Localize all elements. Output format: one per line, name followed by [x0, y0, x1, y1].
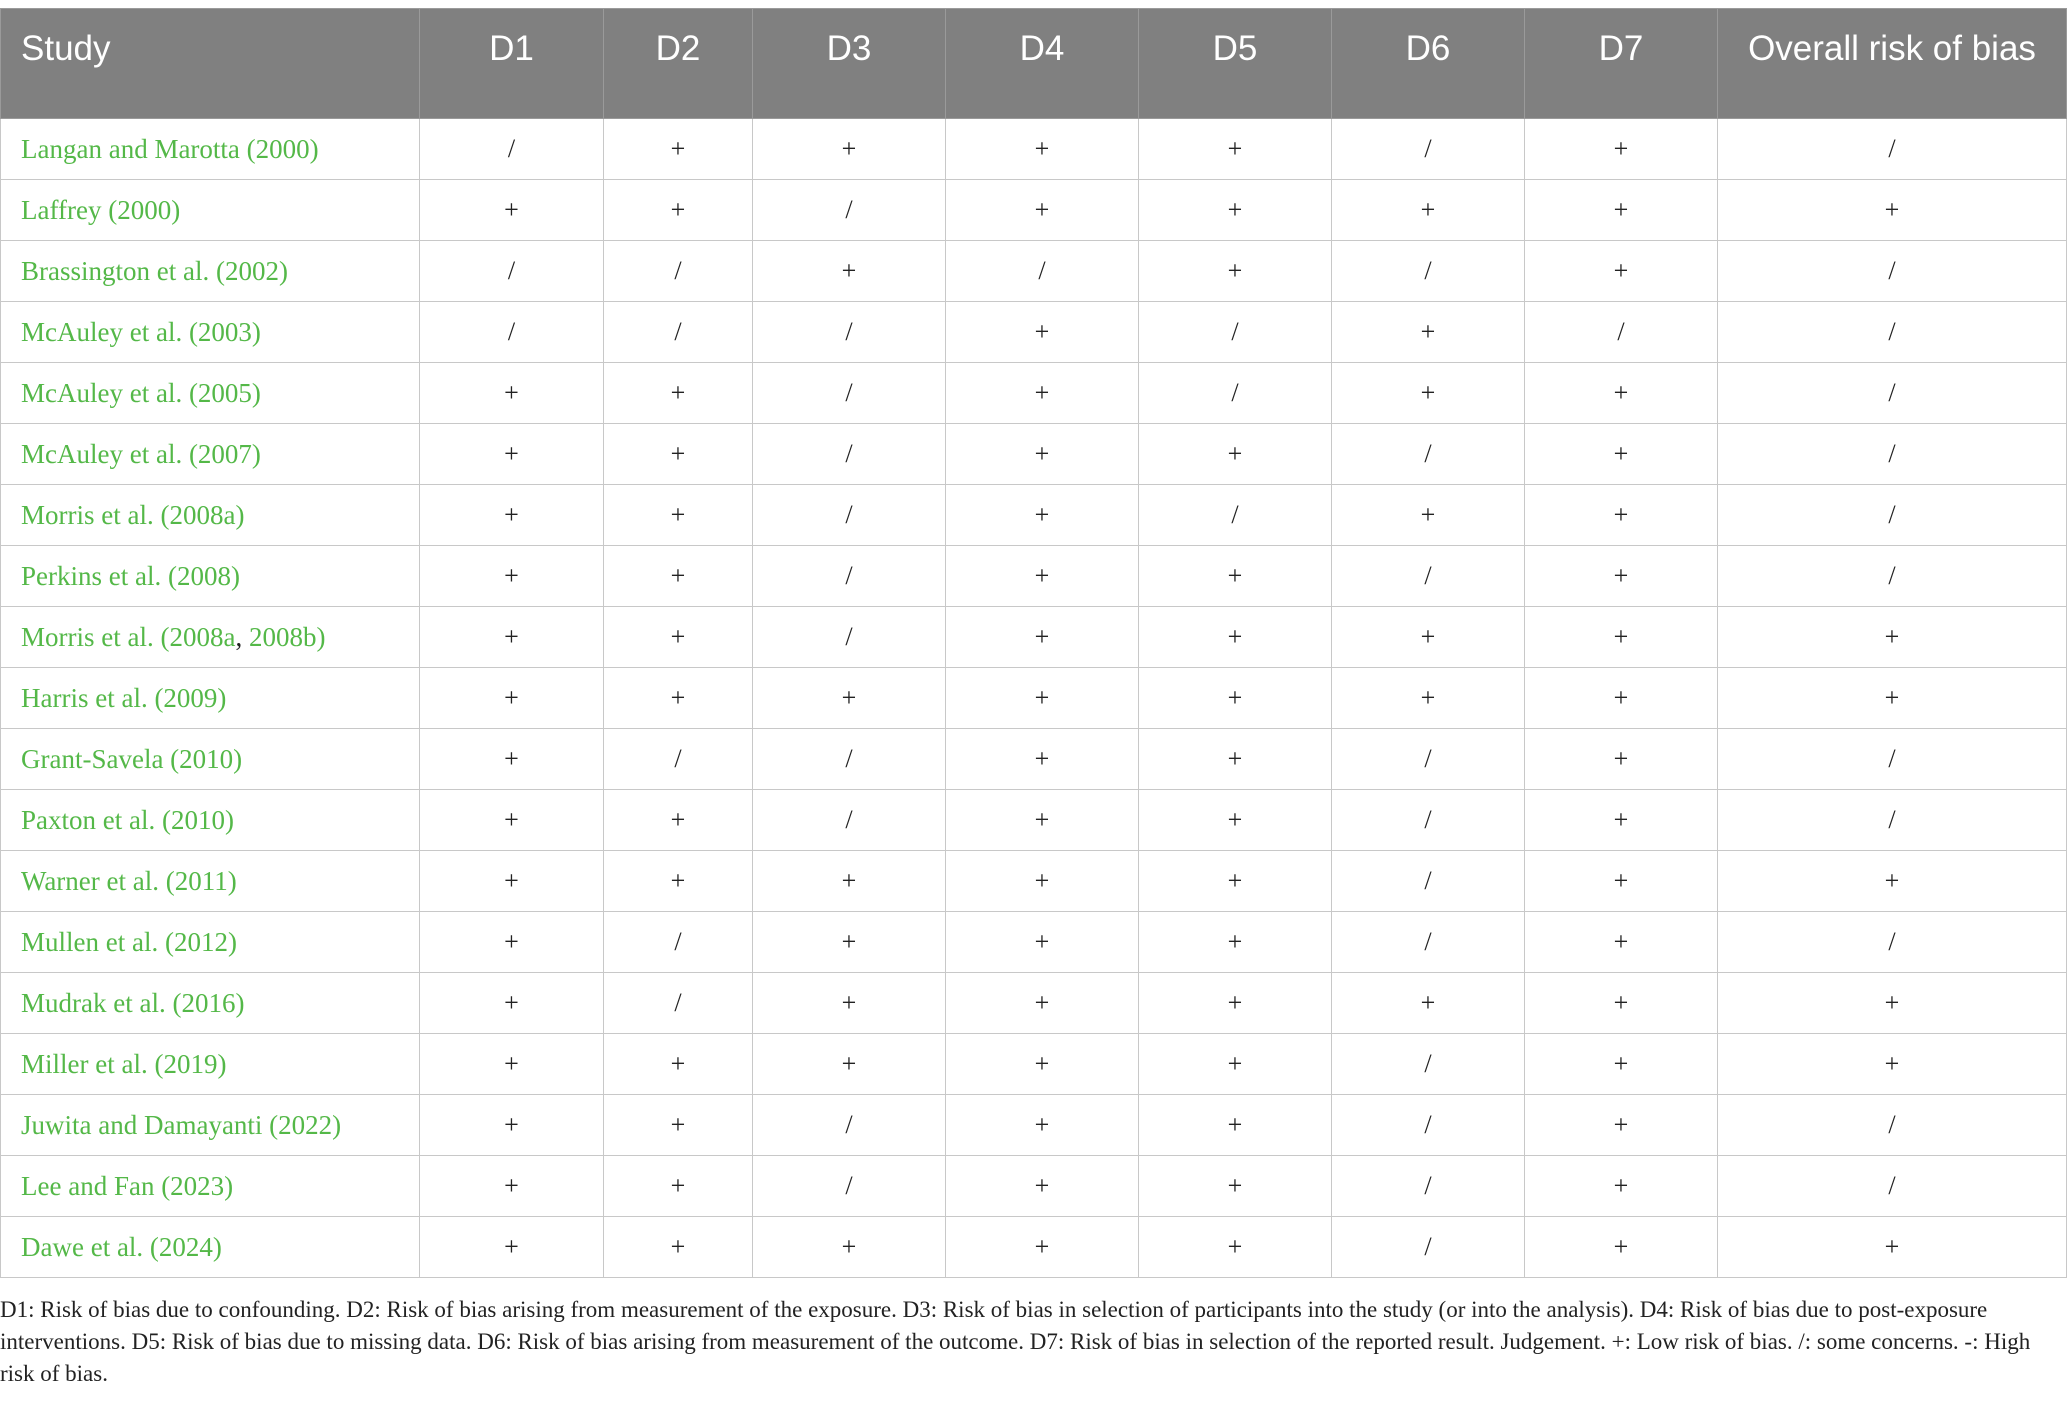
study-cell — [1, 546, 420, 607]
table-row — [1, 851, 2067, 912]
overall-judgement-cell: / — [1718, 302, 2067, 363]
table-row — [1, 241, 2067, 302]
overall-judgement-cell: + — [1718, 973, 2067, 1034]
domain-judgement-cell: + — [946, 485, 1139, 546]
overall-judgement-cell: + — [1718, 1034, 2067, 1095]
domain-judgement-cell: / — [753, 1095, 946, 1156]
domain-judgement-cell: + — [604, 1034, 753, 1095]
header-row — [1, 9, 2067, 119]
domain-judgement-cell: + — [420, 180, 604, 241]
study-link[interactable]: 2008b) — [248, 621, 326, 652]
study-link[interactable]: Harris et al. (2009) — [21, 682, 227, 713]
domain-judgement-cell: + — [604, 607, 753, 668]
domain-judgement-cell: / — [1332, 424, 1525, 485]
study-cell — [1, 485, 420, 546]
domain-judgement-cell: + — [1139, 1217, 1332, 1278]
study-link[interactable]: Morris et al. (2008a) — [21, 499, 245, 530]
study-link[interactable]: McAuley et al. (2007) — [21, 438, 261, 469]
domain-judgement-cell: + — [420, 790, 604, 851]
study-cell — [1, 1034, 420, 1095]
domain-judgement-cell: + — [946, 363, 1139, 424]
domain-judgement-cell: / — [1139, 363, 1332, 424]
header-d2: D2 — [604, 9, 753, 119]
study-cell — [1, 790, 420, 851]
header-overall: Overall risk of bias — [1718, 9, 2067, 119]
domain-judgement-cell: + — [420, 729, 604, 790]
domain-judgement-cell: / — [753, 424, 946, 485]
domain-judgement-cell: / — [753, 180, 946, 241]
domain-judgement-cell: / — [1332, 1217, 1525, 1278]
study-cell — [1, 1217, 420, 1278]
domain-judgement-cell: + — [946, 1095, 1139, 1156]
domain-judgement-cell: / — [1332, 790, 1525, 851]
domain-judgement-cell: + — [1332, 363, 1525, 424]
study-link[interactable]: McAuley et al. (2003) — [21, 316, 261, 347]
domain-judgement-cell: / — [753, 790, 946, 851]
domain-judgement-cell: / — [753, 363, 946, 424]
study-link[interactable]: Brassington et al. (2002) — [21, 255, 288, 286]
study-link[interactable]: McAuley et al. (2005) — [21, 377, 261, 408]
table-row — [1, 1034, 2067, 1095]
domain-judgement-cell: + — [1525, 363, 1718, 424]
overall-judgement-cell: + — [1718, 607, 2067, 668]
table-row — [1, 119, 2067, 180]
domain-judgement-cell: + — [604, 1156, 753, 1217]
domain-judgement-cell: / — [604, 302, 753, 363]
domain-judgement-cell: + — [1525, 668, 1718, 729]
domain-judgement-cell: + — [1332, 668, 1525, 729]
table-row — [1, 668, 2067, 729]
domain-judgement-cell: + — [946, 607, 1139, 668]
domain-judgement-cell: / — [604, 241, 753, 302]
domain-judgement-cell: + — [420, 546, 604, 607]
domain-judgement-cell: + — [946, 973, 1139, 1034]
domain-judgement-cell: + — [604, 119, 753, 180]
domain-judgement-cell: + — [753, 973, 946, 1034]
overall-judgement-cell: / — [1718, 546, 2067, 607]
table-row — [1, 912, 2067, 973]
overall-judgement-cell: + — [1718, 668, 2067, 729]
domain-judgement-cell: / — [1332, 912, 1525, 973]
domain-judgement-cell: / — [1332, 119, 1525, 180]
overall-judgement-cell: / — [1718, 1156, 2067, 1217]
domain-judgement-cell: + — [1139, 851, 1332, 912]
domain-judgement-cell: + — [420, 607, 604, 668]
domain-judgement-cell: + — [1525, 1034, 1718, 1095]
study-cell — [1, 241, 420, 302]
domain-judgement-cell: + — [1525, 485, 1718, 546]
domain-judgement-cell: + — [1525, 729, 1718, 790]
domain-judgement-cell: + — [420, 1156, 604, 1217]
study-cell — [1, 973, 420, 1034]
study-cell — [1, 1095, 420, 1156]
domain-judgement-cell: + — [420, 851, 604, 912]
study-link[interactable]: Mullen et al. (2012) — [21, 926, 237, 957]
header-d5: D5 — [1139, 9, 1332, 119]
study-link[interactable]: Paxton et al. (2010) — [21, 804, 234, 835]
domain-judgement-cell: + — [1332, 180, 1525, 241]
domain-judgement-cell: + — [604, 363, 753, 424]
table-row — [1, 973, 2067, 1034]
domain-judgement-cell: + — [1525, 1095, 1718, 1156]
study-cell — [1, 607, 420, 668]
study-cell — [1, 851, 420, 912]
domain-judgement-cell: + — [1139, 119, 1332, 180]
domain-judgement-cell: + — [753, 1217, 946, 1278]
header-d6: D6 — [1332, 9, 1525, 119]
domain-judgement-cell: / — [1525, 302, 1718, 363]
domain-judgement-cell: + — [946, 424, 1139, 485]
domain-judgement-cell: + — [1139, 180, 1332, 241]
domain-judgement-cell: + — [946, 1217, 1139, 1278]
domain-judgement-cell: + — [604, 1095, 753, 1156]
domain-judgement-cell: + — [420, 973, 604, 1034]
study-cell — [1, 302, 420, 363]
overall-judgement-cell: + — [1718, 851, 2067, 912]
header-d7: D7 — [1525, 9, 1718, 119]
study-cell — [1, 363, 420, 424]
overall-judgement-cell: / — [1718, 363, 2067, 424]
header-d3: D3 — [753, 9, 946, 119]
study-link[interactable]: Grant-Savela (2010) — [21, 743, 243, 774]
domain-judgement-cell: / — [1332, 1095, 1525, 1156]
domain-judgement-cell: + — [1525, 851, 1718, 912]
domain-judgement-cell: + — [946, 729, 1139, 790]
study-cell — [1, 668, 420, 729]
domain-judgement-cell: / — [753, 607, 946, 668]
overall-judgement-cell: / — [1718, 119, 2067, 180]
domain-judgement-cell: + — [420, 912, 604, 973]
domain-judgement-cell: + — [420, 1095, 604, 1156]
domain-judgement-cell: + — [946, 790, 1139, 851]
table-row — [1, 180, 2067, 241]
study-cell — [1, 180, 420, 241]
study-link[interactable]: Laffrey (2000) — [21, 194, 181, 225]
domain-judgement-cell: + — [1332, 302, 1525, 363]
domain-judgement-cell: + — [604, 546, 753, 607]
domain-judgement-cell: / — [1139, 302, 1332, 363]
domain-judgement-cell: + — [946, 302, 1139, 363]
study-link[interactable]: Mudrak et al. (2016) — [21, 987, 245, 1018]
risk-of-bias-table-container — [0, 8, 2066, 1278]
table-row — [1, 485, 2067, 546]
overall-judgement-cell: / — [1718, 424, 2067, 485]
domain-judgement-cell: / — [420, 241, 604, 302]
domain-judgement-cell: + — [1332, 607, 1525, 668]
study-link[interactable]: Lee and Fan (2023) — [21, 1170, 234, 1201]
study-separator: , — [235, 621, 249, 652]
table-row — [1, 424, 2067, 485]
domain-judgement-cell: + — [946, 180, 1139, 241]
domain-judgement-cell: / — [420, 302, 604, 363]
domain-judgement-cell: + — [604, 180, 753, 241]
domain-judgement-cell: + — [1139, 1095, 1332, 1156]
domain-judgement-cell: / — [753, 1156, 946, 1217]
domain-judgement-cell: + — [1139, 973, 1332, 1034]
domain-judgement-cell: + — [946, 668, 1139, 729]
domain-judgement-cell: + — [1139, 729, 1332, 790]
domain-judgement-cell: / — [946, 241, 1139, 302]
study-link[interactable]: Morris et al. (2008a — [21, 621, 236, 652]
domain-judgement-cell: + — [946, 851, 1139, 912]
overall-judgement-cell: / — [1718, 241, 2067, 302]
study-link[interactable]: Juwita and Damayanti (2022) — [21, 1109, 342, 1140]
table-footnote: D1: Risk of bias due to confounding. D2: Risk of bias arising from measurement of the exposure. D3: Risk of bias in selection of participants into the study (or into the analysis). D4: Risk of bias due to post-exposure interventions. D5: Risk of bias due to missing data. D6: Risk of bias arising from measurement of the outcome. D7: Risk of bias in selection of the reported result. Judgement. +: Low risk of bias. /: some concerns. -: High risk of bias. — [0, 1297, 2031, 1386]
risk-of-bias-table — [0, 8, 2067, 1278]
domain-judgement-cell: / — [604, 912, 753, 973]
header-d1: D1 — [420, 9, 604, 119]
study-cell — [1, 119, 420, 180]
domain-judgement-cell: + — [1139, 1156, 1332, 1217]
domain-judgement-cell: + — [1525, 546, 1718, 607]
domain-judgement-cell: / — [1332, 241, 1525, 302]
domain-judgement-cell: + — [753, 119, 946, 180]
domain-judgement-cell: + — [753, 668, 946, 729]
study-cell — [1, 1156, 420, 1217]
overall-judgement-cell: / — [1718, 485, 2067, 546]
domain-judgement-cell: / — [604, 973, 753, 1034]
header-study: Study — [1, 9, 420, 119]
study-link[interactable]: Miller et al. (2019) — [21, 1048, 227, 1079]
overall-judgement-cell: / — [1718, 729, 2067, 790]
domain-judgement-cell: + — [1139, 912, 1332, 973]
domain-judgement-cell: + — [604, 668, 753, 729]
domain-judgement-cell: + — [946, 119, 1139, 180]
overall-judgement-cell: + — [1718, 180, 2067, 241]
overall-judgement-cell: / — [1718, 790, 2067, 851]
domain-judgement-cell: + — [604, 790, 753, 851]
table-row — [1, 790, 2067, 851]
study-cell — [1, 729, 420, 790]
domain-judgement-cell: + — [753, 1034, 946, 1095]
table-row — [1, 1156, 2067, 1217]
domain-judgement-cell: + — [1139, 607, 1332, 668]
study-link[interactable]: Langan and Marotta (2000) — [21, 133, 319, 164]
domain-judgement-cell: + — [753, 851, 946, 912]
domain-judgement-cell: + — [1139, 1034, 1332, 1095]
table-row — [1, 546, 2067, 607]
domain-judgement-cell: + — [420, 485, 604, 546]
table-body — [1, 119, 2067, 1278]
domain-judgement-cell: + — [946, 1034, 1139, 1095]
overall-judgement-cell: + — [1718, 1217, 2067, 1278]
domain-judgement-cell: + — [604, 424, 753, 485]
domain-judgement-cell: + — [420, 424, 604, 485]
domain-judgement-cell: + — [1525, 973, 1718, 1034]
study-cell — [1, 424, 420, 485]
domain-judgement-cell: + — [946, 912, 1139, 973]
domain-judgement-cell: + — [1525, 119, 1718, 180]
overall-judgement-cell: / — [1718, 1095, 2067, 1156]
domain-judgement-cell: + — [1139, 790, 1332, 851]
domain-judgement-cell: + — [1332, 973, 1525, 1034]
domain-judgement-cell: / — [753, 546, 946, 607]
domain-judgement-cell: + — [1525, 1156, 1718, 1217]
domain-judgement-cell: + — [1525, 607, 1718, 668]
study-link[interactable]: Dawe et al. (2024) — [21, 1231, 222, 1262]
domain-judgement-cell: + — [753, 912, 946, 973]
domain-judgement-cell: + — [1139, 241, 1332, 302]
domain-judgement-cell: + — [604, 485, 753, 546]
domain-judgement-cell: + — [1525, 424, 1718, 485]
domain-judgement-cell: + — [1139, 546, 1332, 607]
domain-judgement-cell: + — [1332, 485, 1525, 546]
table-row — [1, 363, 2067, 424]
domain-judgement-cell: + — [1525, 241, 1718, 302]
domain-judgement-cell: + — [1525, 180, 1718, 241]
overall-judgement-cell: / — [1718, 912, 2067, 973]
domain-judgement-cell: / — [1332, 851, 1525, 912]
table-row — [1, 1217, 2067, 1278]
domain-judgement-cell: + — [1139, 668, 1332, 729]
domain-judgement-cell: / — [1332, 1034, 1525, 1095]
domain-judgement-cell: / — [1332, 546, 1525, 607]
domain-judgement-cell: / — [604, 729, 753, 790]
domain-judgement-cell: / — [1332, 1156, 1525, 1217]
domain-judgement-cell: / — [753, 485, 946, 546]
domain-judgement-cell: + — [420, 1217, 604, 1278]
study-cell — [1, 912, 420, 973]
domain-judgement-cell: + — [946, 546, 1139, 607]
domain-judgement-cell: + — [1525, 912, 1718, 973]
table-row — [1, 729, 2067, 790]
domain-judgement-cell: + — [1525, 790, 1718, 851]
study-link[interactable]: Warner et al. (2011) — [21, 865, 237, 896]
domain-judgement-cell: / — [1332, 729, 1525, 790]
domain-judgement-cell: / — [753, 729, 946, 790]
table-row — [1, 607, 2067, 668]
study-link[interactable]: Perkins et al. (2008) — [21, 560, 240, 591]
domain-judgement-cell: + — [946, 1156, 1139, 1217]
header-d4: D4 — [946, 9, 1139, 119]
domain-judgement-cell: / — [420, 119, 604, 180]
domain-judgement-cell: + — [1139, 424, 1332, 485]
domain-judgement-cell: + — [604, 1217, 753, 1278]
table-row — [1, 302, 2067, 363]
domain-judgement-cell: + — [420, 363, 604, 424]
domain-judgement-cell: + — [420, 1034, 604, 1095]
domain-judgement-cell: + — [1525, 1217, 1718, 1278]
domain-judgement-cell: + — [604, 851, 753, 912]
domain-judgement-cell: / — [1139, 485, 1332, 546]
table-row — [1, 1095, 2067, 1156]
domain-judgement-cell: / — [753, 302, 946, 363]
domain-judgement-cell: + — [420, 668, 604, 729]
domain-judgement-cell: + — [753, 241, 946, 302]
